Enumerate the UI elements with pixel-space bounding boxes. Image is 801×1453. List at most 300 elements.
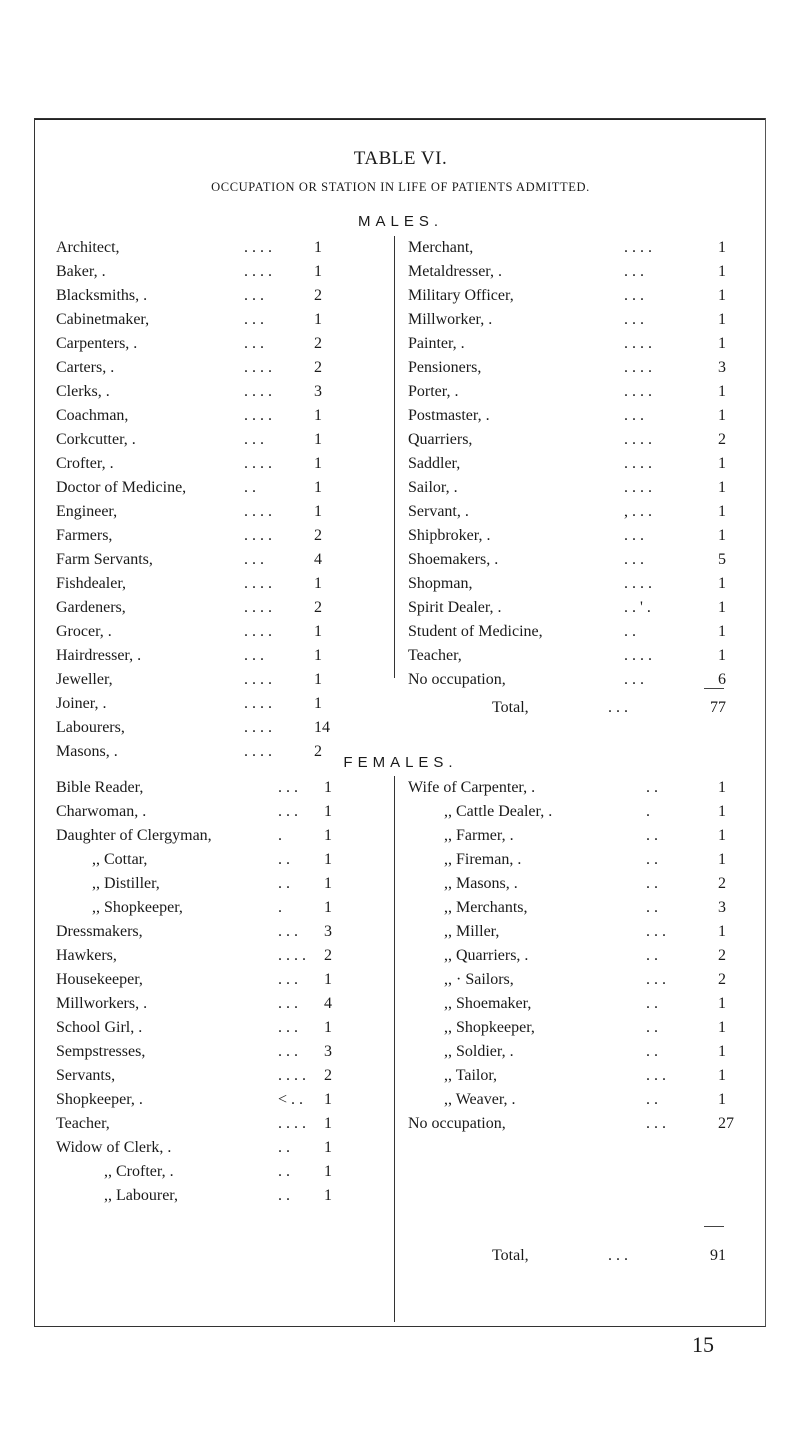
table-row [408,236,738,260]
count-value: 2 [314,527,322,544]
count-value: 2 [314,599,322,616]
table-row [408,524,738,548]
count-value: 1 [718,851,726,868]
leader-dots: . . . . [244,527,272,544]
table-row [408,452,738,476]
table-row [56,332,376,356]
occupation-label: Baker, . [56,263,106,280]
count-value: 1 [324,899,332,916]
page-number: 15 [692,1332,714,1357]
count-value: 1 [314,263,322,280]
occupation-label: Cabinetmaker, [56,311,150,328]
leader-dots: . . [278,875,290,892]
leader-dots: . . . . [244,407,272,424]
occupation-label: Quarriers, [408,431,473,448]
males-total-label: Total, [492,699,529,716]
count-value: 1 [718,263,726,280]
count-value: 1 [718,599,726,616]
occupation-label: Engineer, [56,503,118,520]
table-row [408,776,738,800]
count-value: 1 [718,647,726,664]
males-total-row [408,696,738,720]
occupation-label: Jeweller, [56,671,113,688]
occupation-label: Masons, . [56,743,118,760]
leader-dots: . . . [624,551,644,568]
occupation-label: ,, Soldier, . [444,1043,514,1060]
leader-dots: . [646,803,650,820]
table-title: TABLE VI. [353,148,448,169]
count-value: 2 [314,359,322,376]
count-value: 2 [314,335,322,352]
leader-dots: . . . . [244,671,272,688]
leader-dots: . . . . [624,647,652,664]
table-row [56,776,376,800]
leader-dots: . . [278,851,290,868]
count-value: 2 [314,287,322,304]
count-value: 2 [718,431,726,448]
table-row [56,524,376,548]
table-row [56,1016,376,1040]
occupation-label: Sempstresses, [56,1043,146,1060]
table-row [408,1112,738,1136]
table-row [408,380,738,404]
count-value: 1 [324,971,332,988]
table-row [408,1064,738,1088]
count-value: 1 [718,335,726,352]
count-value: 1 [314,671,322,688]
table-row [56,428,376,452]
count-value: 1 [324,1115,332,1132]
count-value: 1 [324,1187,332,1204]
count-value: 1 [718,527,726,544]
count-value: 1 [314,647,322,664]
count-value: 1 [718,923,726,940]
leader-dots: . . . [646,1115,666,1132]
occupation-label: Carters, . [56,359,115,376]
table-row [408,572,738,596]
count-value: 1 [314,239,322,256]
leader-dots: . . . . [244,455,272,472]
table-row [56,1064,376,1088]
count-value: 3 [314,383,322,400]
count-value: 1 [718,1091,726,1108]
leader-dots: . . [646,899,658,916]
table-row [56,356,376,380]
males-heading: MALES. [357,213,444,230]
leader-dots: . . [624,623,636,640]
occupation-label: ,, Cottar, [92,851,148,868]
occupation-label: ,, Shoemaker, [444,995,532,1012]
leader-dots: . . . . [244,359,272,376]
count-value: 1 [718,455,726,472]
count-value: 3 [718,899,726,916]
occupation-label: ,, Crofter, . [104,1163,174,1180]
leader-dots: . . ' . [624,599,651,616]
count-value: 3 [324,1043,332,1060]
count-value: 1 [718,407,726,424]
table-row [56,1040,376,1064]
table-row [56,452,376,476]
occupation-label: Labourers, [56,719,125,736]
table-row [56,1136,376,1160]
count-value: 2 [718,947,726,964]
table-row [56,500,376,524]
table-row [56,548,376,572]
occupation-label: Shoemakers, . [408,551,499,568]
leader-dots: . . [646,779,658,796]
leader-dots: . . . [244,311,264,328]
table-row [408,800,738,824]
females-total-label: Total, [492,1247,529,1264]
occupation-label: Millworker, . [408,311,493,328]
leader-dots: . . [278,1187,290,1204]
occupation-label: ,, Fireman, . [444,851,522,868]
table-row [408,260,738,284]
table-row [56,476,376,500]
table-row [56,692,376,716]
males-right-column [408,236,738,692]
count-value: 1 [324,851,332,868]
table-row [56,1160,376,1184]
count-value: 1 [718,479,726,496]
count-value: 1 [314,479,322,496]
table-row [56,668,376,692]
females-left-column [56,776,376,1208]
leader-dots: . . . [624,311,644,328]
table-row [408,968,738,992]
leader-dots: . . . [624,287,644,304]
leader-dots: . . . [244,431,264,448]
females-right-column [408,776,738,1136]
count-value: 3 [324,923,332,940]
leader-dots: . [278,899,282,916]
leader-dots: . . . . [244,575,272,592]
count-value: 1 [324,1019,332,1036]
occupation-label: Servant, . [408,503,469,520]
count-value: 4 [324,995,332,1012]
table-subtitle: OCCUPATION OR STATION IN LIFE OF PATIENTS ADMITTED. [211,180,590,194]
leader-dots: . . . . [244,743,272,760]
leader-dots: . . [646,827,658,844]
leader-dots: . . . . [624,239,652,256]
table-row [56,236,376,260]
table-row [408,500,738,524]
leader-dots: . . . [278,779,298,796]
leader-dots: . . . . [624,479,652,496]
table-row [56,716,376,740]
leader-dots: . . . [278,1043,298,1060]
table-row [408,620,738,644]
leader-dots: . . . [244,647,264,664]
table-row [56,404,376,428]
occupation-label: ,, Farmer, . [444,827,514,844]
leader-dots: . . . . [278,947,306,964]
count-value: 1 [718,623,726,640]
count-value: 1 [718,827,726,844]
count-value: 1 [718,575,726,592]
table-row [408,476,738,500]
table-row [408,404,738,428]
count-value: 1 [718,311,726,328]
table-row [408,944,738,968]
table-row [56,260,376,284]
occupation-label: ,, Merchants, [444,899,528,916]
count-value: 2 [718,875,726,892]
leader-dots: . . . . [624,359,652,376]
occupation-label: ,, Shopkeeper, [444,1019,535,1036]
leader-dots: . [278,827,282,844]
table-row [56,824,376,848]
count-value: 2 [718,971,726,988]
occupation-label: Gardeners, [56,599,126,616]
leader-dots: . . [646,1043,658,1060]
occupation-label: Doctor of Medicine, [56,479,187,496]
males-total-rule [704,688,724,689]
males-divider [394,236,395,678]
females-total-dots: . . . [608,1247,628,1264]
occupation-label: Teacher, [408,647,462,664]
occupation-label: Student of Medicine, [408,623,543,640]
table-row [408,824,738,848]
occupation-label: ,, Distiller, [92,875,160,892]
leader-dots: . . . . [244,263,272,280]
leader-dots: . . [646,851,658,868]
occupation-label: Spirit Dealer, . [408,599,502,616]
leader-dots: . . . . [244,623,272,640]
count-value: 1 [314,575,322,592]
table-row [408,284,738,308]
occupation-label: ,, Weaver, . [444,1091,516,1108]
occupation-label: Shopkeeper, . [56,1091,143,1108]
count-value: 2 [324,1067,332,1084]
count-value: 2 [314,743,322,760]
count-value: 1 [314,695,322,712]
count-value: 2 [324,947,332,964]
count-value: 1 [314,431,322,448]
leader-dots: . . . [646,971,666,988]
leader-dots: . . . . [278,1115,306,1132]
occupation-label: Bible Reader, [56,779,144,796]
table-row [56,1184,376,1208]
table-row [56,800,376,824]
occupation-label: Charwoman, . [56,803,147,820]
table-row [56,944,376,968]
occupation-label: Architect, [56,239,120,256]
leader-dots: . . . . [278,1067,306,1084]
occupation-label: Millworkers, . [56,995,148,1012]
occupation-label: ,, Shopkeeper, [92,899,183,916]
leader-dots: . . . . [244,719,272,736]
occupation-label: Joiner, . [56,695,107,712]
leader-dots: . . . [624,407,644,424]
leader-dots: . . . . [244,239,272,256]
leader-dots: . . . [244,551,264,568]
males-left-column [56,236,376,764]
leader-dots: . . . . [624,383,652,400]
occupation-label: No occupation, [408,671,506,688]
table-row [408,356,738,380]
table-row [56,572,376,596]
table-row [56,920,376,944]
table-row [408,332,738,356]
leader-dots: . . . . [244,503,272,520]
table-row [408,1040,738,1064]
occupation-label: Hawkers, [56,947,117,964]
table-row [408,920,738,944]
leader-dots: . . . . [244,383,272,400]
leader-dots: . . . [244,287,264,304]
count-value: 1 [718,1019,726,1036]
count-value: 1 [324,1139,332,1156]
leader-dots: . . [278,1139,290,1156]
table-row [56,968,376,992]
occupation-label: ,, · Sailors, [444,971,514,988]
table-row [56,620,376,644]
table-row [56,848,376,872]
occupation-label: Shipbroker, . [408,527,491,544]
table-row [408,596,738,620]
count-value: 1 [314,503,322,520]
leader-dots: . . . [624,263,644,280]
count-value: 1 [718,1067,726,1084]
table-row [56,1088,376,1112]
occupation-label: ,, Tailor, [444,1067,498,1084]
occupation-label: Coachman, [56,407,129,424]
count-value: 5 [718,551,726,568]
count-value: 1 [324,1091,332,1108]
table-row [56,596,376,620]
count-value: 1 [718,995,726,1012]
table-row [408,308,738,332]
occupation-label: Military Officer, [408,287,514,304]
table-row [408,992,738,1016]
occupation-label: Postmaster, . [408,407,490,424]
count-value: 1 [324,875,332,892]
table-row [408,1088,738,1112]
leader-dots: . . . [278,923,298,940]
table-row [408,896,738,920]
leader-dots: . . . [278,995,298,1012]
count-value: 1 [314,455,322,472]
occupation-label: Corkcutter, . [56,431,136,448]
table-row [408,428,738,452]
table-row [56,284,376,308]
leader-dots: , . . . [624,503,652,520]
table-row [408,848,738,872]
count-value: 1 [718,503,726,520]
count-value: 1 [314,623,322,640]
occupation-label: ,, Quarriers, . [444,947,529,964]
leader-dots: . . . . [624,455,652,472]
occupation-label: No occupation, [408,1115,506,1132]
count-value: 1 [718,803,726,820]
leader-dots: . . . . [244,599,272,616]
occupation-label: ,, Miller, [444,923,500,940]
leader-dots: . . [646,1019,658,1036]
leader-dots: . . . [646,1067,666,1084]
table-row [56,380,376,404]
occupation-label: Hairdresser, . [56,647,142,664]
occupation-label: Crofter, . [56,455,114,472]
occupation-label: Teacher, [56,1115,110,1132]
table-row [408,668,738,692]
leader-dots: . . [646,875,658,892]
count-value: 3 [718,359,726,376]
count-value: 1 [718,287,726,304]
females-divider [394,776,395,1322]
occupation-label: Housekeeper, [56,971,143,988]
occupation-label: Wife of Carpenter, . [408,779,536,796]
occupation-label: ,, Labourer, [104,1187,178,1204]
occupation-label: School Girl, . [56,1019,143,1036]
count-value: 1 [324,827,332,844]
table-row [408,548,738,572]
count-value: 1 [718,239,726,256]
leader-dots: . . [646,1091,658,1108]
leader-dots: . . [278,1163,290,1180]
leader-dots: < . . [278,1091,304,1108]
occupation-label: Dressmakers, [56,923,143,940]
females-total-value: 91 [710,1247,726,1264]
count-value: 1 [718,779,726,796]
count-value: 1 [718,1043,726,1060]
occupation-label: Painter, . [408,335,465,352]
males-total-dots: . . . [608,699,628,716]
occupation-label: Porter, . [408,383,459,400]
leader-dots: . . . [624,527,644,544]
females-total-row [408,1244,738,1268]
occupation-label: Sailor, . [408,479,458,496]
leader-dots: . . . . [244,695,272,712]
count-value: 27 [718,1115,734,1132]
count-value: 1 [718,383,726,400]
occupation-label: Clerks, . [56,383,110,400]
females-total-rule [704,1226,724,1227]
occupation-label: Daughter of Clergyman, [56,827,212,844]
count-value: 1 [324,803,332,820]
occupation-label: Pensioners, [408,359,482,376]
occupation-label: Shopman, [408,575,473,592]
leader-dots: . . . . [624,335,652,352]
count-value: 1 [324,779,332,796]
count-value: 1 [314,407,322,424]
occupation-label: Blacksmiths, . [56,287,148,304]
leader-dots: . . . [624,671,644,688]
table-row [56,896,376,920]
occupation-label: ,, Cattle Dealer, . [444,803,553,820]
table-row [56,1112,376,1136]
occupation-label: Farm Servants, [56,551,153,568]
females-heading: FEMALES. [343,754,458,771]
table-row [56,644,376,668]
leader-dots: . . . . [624,575,652,592]
table-row [56,308,376,332]
table-row [56,992,376,1016]
leader-dots: . . . [278,971,298,988]
table-row [56,872,376,896]
leader-dots: . . . [278,1019,298,1036]
count-value: 1 [314,311,322,328]
occupation-label: Carpenters, . [56,335,138,352]
table-row [408,872,738,896]
count-value: 1 [324,1163,332,1180]
occupation-label: ,, Masons, . [444,875,518,892]
occupation-label: Saddler, [408,455,461,472]
occupation-label: Metaldresser, . [408,263,502,280]
count-value: 6 [718,671,726,688]
leader-dots: . . . [244,335,264,352]
leader-dots: . . [646,947,658,964]
